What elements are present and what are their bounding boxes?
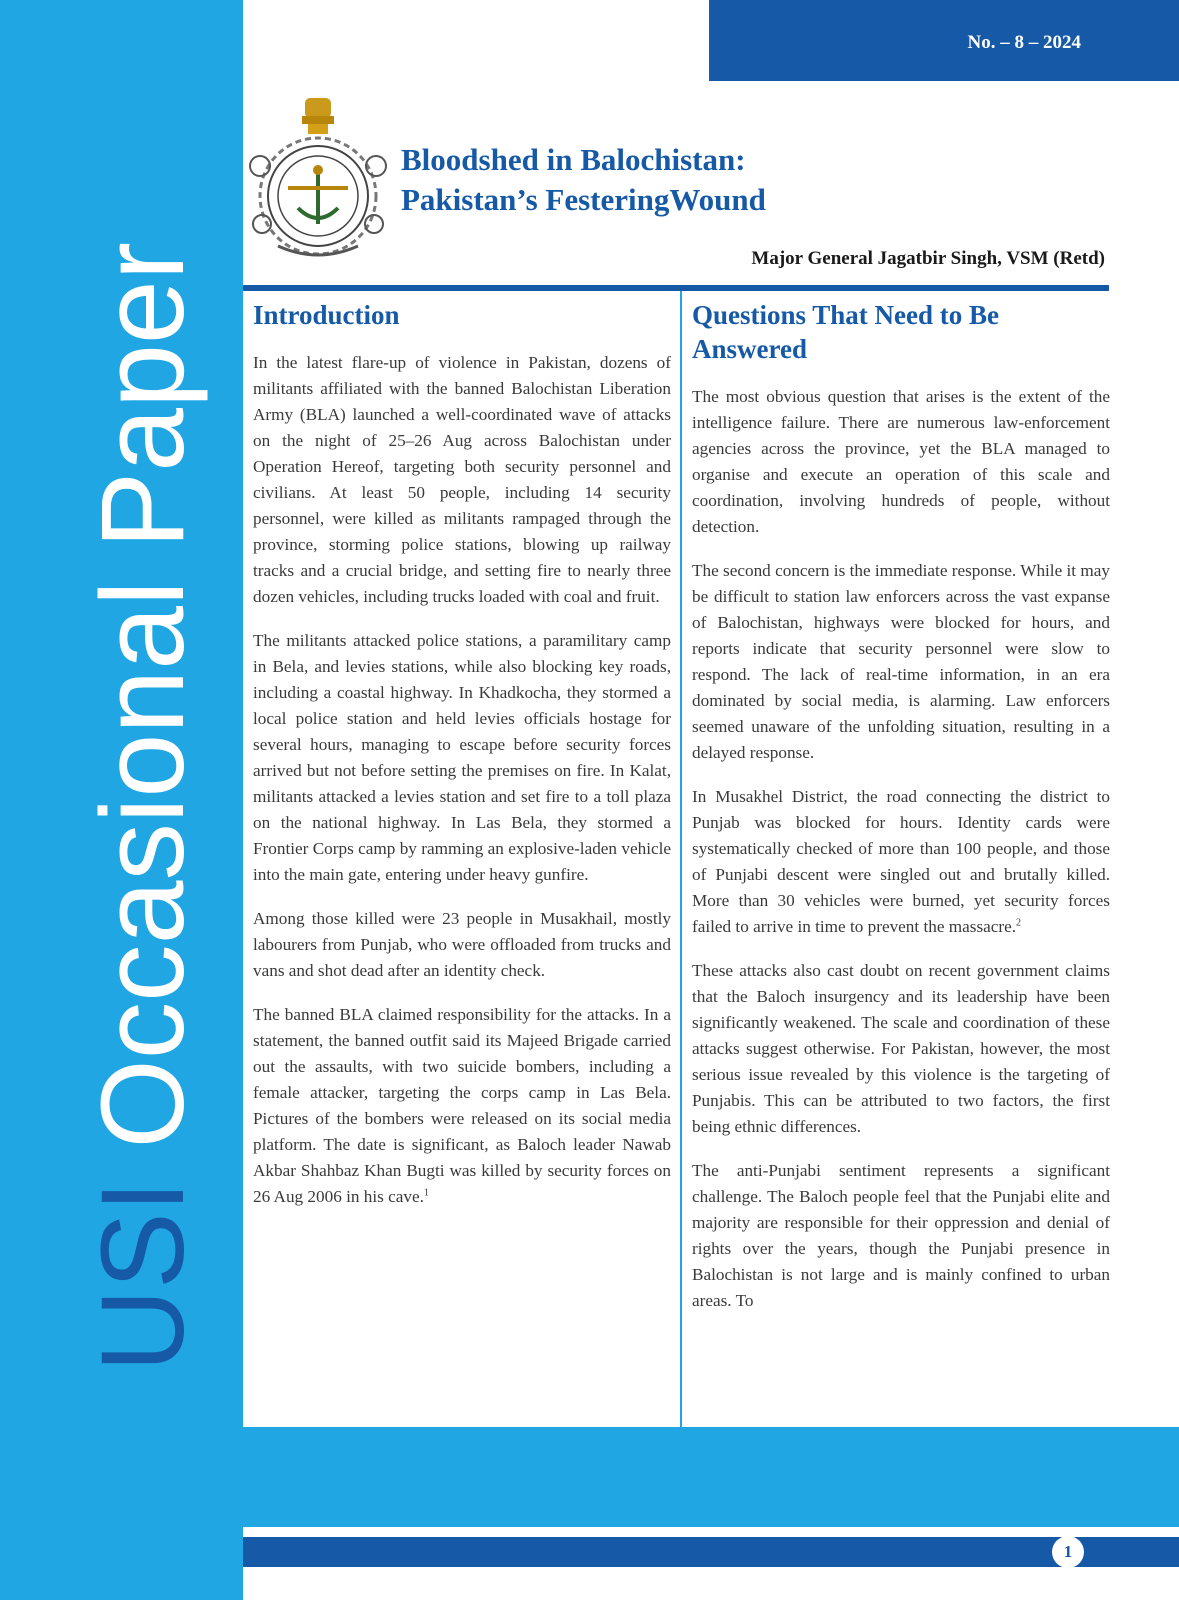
- left-column: [253, 298, 671, 1228]
- paragraph-text: In Musakhel District, the road connecting the district to Punjab was blocked for hours. Identity cards were systematically checked of more than 100 people, and those of Punjabi descent were singled out and brutally killed. More than 30 vehicles were burned, yet security forces failed to arrive in time to prevent the massacre.: [692, 787, 1110, 936]
- paragraph: Among those killed were 23 people in Musakhail, mostly labourers from Punjab, who were offloaded from trucks and vans and shot dead after an identity check.: [253, 909, 671, 980]
- svg-text:USI Occasional Paper: USI Occasional Paper: [77, 216, 209, 1372]
- page-number: 1: [1052, 1536, 1084, 1568]
- paragraph: These attacks also cast doubt on recent government claims that the Baloch insurgency and its leadership have been significantly weakened. The scale and coordination of these attacks suggest otherwise. For Pakistan, however, the most serious issue revealed by this violence is the targeting of Punjabis. This can be attributed to two factors, the first being ethnic differences.: [692, 961, 1110, 1136]
- sidebar-title: [0, 0, 243, 1600]
- paragraph-text: The banned BLA claimed responsibility for the attacks. In a statement, the banned outfit said its Majeed Brigade carried out the assaults, with two suicide bombers, including a female attacker, targeting the corps camp in Las Bela. Pictures of the bombers were released on its social media platform. The date is significant, as Baloch leader Nawab Akbar Shahbaz Khan Bugti was killed by security forces on 26 Aug 2006 in his cave.: [253, 1005, 671, 1206]
- paragraph-with-footnote: [253, 1002, 671, 1210]
- section-heading-introduction: Introduction: [253, 300, 400, 330]
- paragraph: In the latest flare-up of violence in Pakistan, dozens of militants affiliated with the banned Balochistan Liberation Army (BLA) launched a well-coordinated wave of attacks on the night of 25–26 Aug across Balochistan under Operation Hereof, targeting both security personnel and civilians. At least 50 people, including 14 security personnel, were killed as militants rampaged through the province, storming police stations, blowing up railway tracks and a crucial bridge, and setting fire to nearly three dozen vehicles, including trucks loaded with coal and fruit.: [253, 353, 671, 606]
- paragraph: The second concern is the immediate response. While it may be difficult to station law enforcers across the vast expanse of Balochistan, highways were blocked for hours, and reports indicate that security personnel were slow to respond. The lack of real-time information, in an era dominated by social media, is alarming. Law enforcers seemed unaware of the unfolding situation, resulting in a delayed response.: [692, 561, 1110, 762]
- issue-number: No. – 8 – 2024: [967, 32, 1081, 53]
- title-line-1: Bloodshed in Balochistan:: [401, 142, 746, 177]
- footer-bar: [243, 1537, 1179, 1567]
- bottom-band: [243, 1427, 1179, 1527]
- paragraph: The most obvious question that arises is the extent of the intelligence failure. There are numerous law-enforcement agencies across the province, yet the BLA managed to organise and execute an operation of this scale and coordination, involving hundreds of people, without detection.: [692, 387, 1110, 536]
- paragraph: The militants attacked police stations, a paramilitary camp in Bela, and levies stations, while also blocking key roads, including a coastal highway. In Khadkocha, they stormed a local police station and held levies officials hostage for several hours, managing to escape before security forces arrived but not before setting the premises on fire. In Kalat, militants attacked a levies station and set fire to a toll plaza on the national highway. In Las Bela, they stormed a Frontier Corps camp by ramming an explosive-laden vehicle into the main gate, entering under heavy gunfire.: [253, 631, 671, 884]
- title-line-2: Pakistan’s FesteringWound: [401, 182, 766, 217]
- issue-bar: [709, 0, 1179, 81]
- header-rule: [243, 285, 1109, 291]
- column-divider: [680, 291, 682, 1427]
- right-column: [692, 298, 1110, 1332]
- usi-crest-icon: [248, 96, 390, 262]
- paragraph: The anti-Punjabi sentiment represents a significant challenge. The Baloch people feel that the Punjabi elite and majority are responsible for their oppression and denial of rights over the years, though the Punjabi presence in Balochistan is not large and is mainly confined to urban areas. To: [692, 1161, 1110, 1310]
- author-byline: Major General Jagatbir Singh, VSM (Retd): [751, 248, 1105, 269]
- footnote-marker[interactable]: 2: [1016, 917, 1022, 929]
- article-title: [401, 140, 821, 220]
- paragraph-with-footnote: [692, 784, 1110, 940]
- section-heading-questions: Questions That Need to Be Answered: [692, 300, 1000, 364]
- footnote-marker[interactable]: 1: [423, 1187, 429, 1199]
